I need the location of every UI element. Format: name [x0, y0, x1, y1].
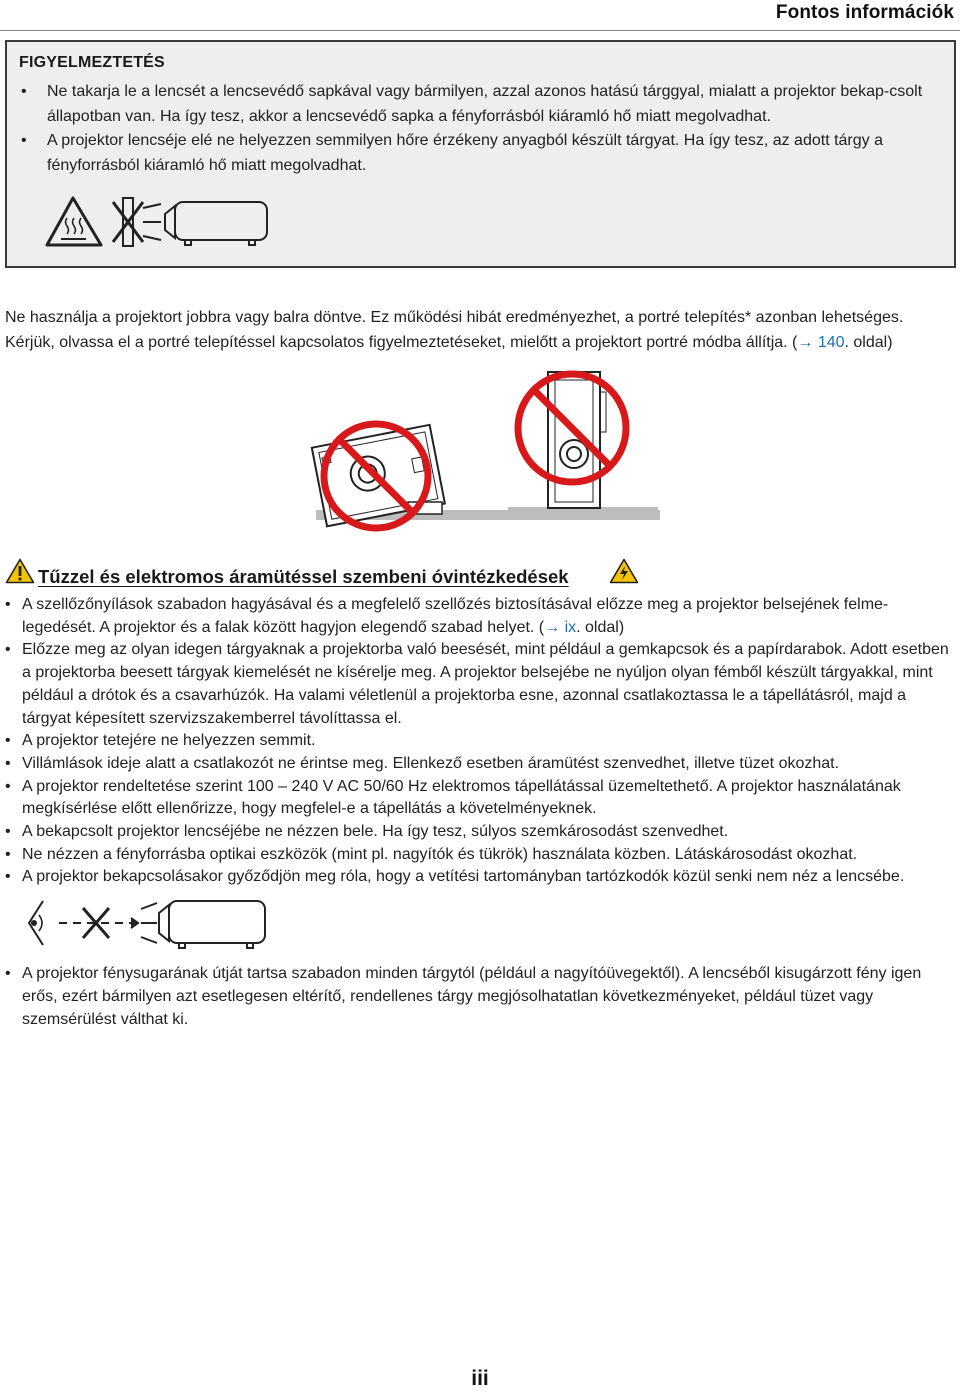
precaution-text: A bekapcsolt projektor lencséjébe ne nézzen bele. Ha így tesz, súlyos szemkárosodást szenvedhet. — [22, 823, 729, 841]
tilt-text: Ne használja a projektort jobbra vagy balra döntve. Ez működési hibát eredményezhet, a portré telepítés* azonban lehetséges. Kérjük, olvassa el a portré telepítéssel kapcsolatos figyelmeztetéseket, mielőtt a projektort portré módba állítja. ( — [5, 309, 904, 351]
bullet: • — [21, 132, 27, 149]
warning-item-text: A projektor lencséje elé ne helyezzen semmilyen hőre érzékeny anyagból készült tárgyat. Ha így tesz, az adott tárgy a fényforrásból kiáramló hő miatt megolvadhat. — [47, 132, 883, 174]
prohibited-portrait-icon — [508, 362, 668, 527]
bullet: • — [5, 823, 11, 841]
section-heading — [5, 558, 955, 592]
fire-precautions-list — [5, 594, 957, 1031]
precaution-item — [5, 594, 957, 639]
no-object-icon — [113, 198, 161, 246]
precaution-item — [5, 639, 957, 730]
bullet: • — [5, 777, 11, 795]
arrow-icon: → — [797, 333, 814, 351]
warning-item-text: Ne takarja le a lencsét a lencsevédő sapkával vagy bármilyen, azzal azonos hatású tárggyal, mialatt a projektor bekap-csolt állapotban van. Ha így tesz, akkor a lencsevédő sapka a fényforrásból kiáramló hő miatt megolvadhat. — [47, 83, 923, 125]
page-reference-link[interactable]: ix — [560, 618, 577, 636]
precaution-item — [5, 821, 957, 844]
projector-icon — [165, 202, 267, 245]
arrow-icon: → — [544, 618, 561, 636]
eye-icon — [29, 901, 43, 945]
precaution-text: A projektor tetejére ne helyezzen semmit. — [22, 732, 316, 750]
page-reference-link[interactable]: 140 — [813, 333, 845, 351]
bullet: • — [5, 641, 11, 659]
page-header-title: Fontos információk — [775, 2, 954, 23]
precaution-item — [5, 753, 957, 776]
precaution-text: Előzze meg az olyan idegen tárgyaknak a projektorba való beesését, mint például a gemkapcsok és a papírdarabok. Adott esetben a projektorba beesett tárgyak kiemelését ne kísérelje meg. A projektor belsejébe ne nyúljon olyan fémből készült tárgyakkal, mint például a drótok és a csavarhúzók. Ha valami véletlenül a projektorba esne, azonnal csatlakoztassa le a tápellátásról, majd a tárgyat képesített szervizszakemberrel távolíttassa el. — [22, 641, 949, 727]
lens-heat-figure — [45, 192, 275, 252]
precaution-text: A projektor fénysugarának útját tartsa szabadon minden tárgytól (például a nagyítóüvegektől). A lencséből kisugárzott fény igen erős, ezért bármilyen azt esetlegesen eltérítő, rendellenes tárgy megjósolhatatlan következményeket, például tüzet vagy szemsérülést válthat ki. — [22, 965, 922, 1028]
precaution-item — [5, 776, 957, 821]
precaution-text: A projektor rendeltetése szerint 100 – 240 V AC 50/60 Hz elektromos tápellátással üzemeltethető. A projektor használatának megkísérlése előtt ellenőrizze, hogy megfelel-e a tápellátás a követelményeknek. — [22, 777, 901, 818]
warning-triangle-icon — [5, 558, 35, 584]
tilt-text-end: . oldal) — [844, 333, 893, 351]
header-divider — [0, 30, 960, 31]
no-look-figure — [5, 889, 957, 963]
precaution-item — [5, 866, 957, 889]
section-title: Tűzzel és elektromos áramütéssel szembeni óvintézkedések — [38, 566, 569, 587]
precaution-item — [5, 730, 957, 753]
warning-title: FIGYELMEZTETÉS — [19, 54, 165, 71]
precaution-text: A szellőzőnyílások szabadon hagyásával és a megfelelő szellőzés biztosításával előzze meg a projektor belsejének felme-legedését. A projektor és a falak között hagyjon elegendő szabad helyet. ( — [22, 596, 889, 636]
bullet: • — [5, 596, 11, 613]
precaution-text: Ne nézzen a fényforrásba optikai eszközök (mint pl. nagyítók és tükrök) használata közben. Látáskárosodást okozhat. — [22, 845, 858, 863]
projector-icon — [159, 901, 265, 948]
tilt-warning-paragraph — [5, 306, 957, 355]
precaution-item — [5, 844, 957, 867]
bullet: • — [21, 83, 27, 100]
bullet: • — [5, 845, 11, 863]
hot-surface-warning-icon — [47, 198, 101, 245]
warning-item — [21, 129, 946, 178]
electric-shock-icon — [609, 558, 639, 584]
precaution-text-end: . oldal) — [576, 618, 625, 636]
precaution-text: Villámlások ideje alatt a csatlakozót ne érintse meg. Ellenkező esetben áramütést szenvedhet, illetve tüzet okozhat. — [22, 754, 840, 772]
bullet: • — [5, 732, 11, 750]
bullet: • — [5, 754, 11, 772]
warning-box — [5, 40, 956, 268]
bullet: • — [5, 965, 11, 983]
precaution-text: A projektor bekapcsolásakor győződjön meg róla, hogy a vetítési tartományban tartózkodók közül senki nem néz a lencsébe. — [22, 868, 905, 886]
page-number: iii — [471, 1367, 489, 1390]
warning-item — [21, 80, 946, 129]
no-look-icon — [25, 893, 275, 953]
precaution-item — [5, 963, 957, 1031]
bullet: • — [5, 868, 11, 886]
warning-list — [21, 80, 946, 178]
